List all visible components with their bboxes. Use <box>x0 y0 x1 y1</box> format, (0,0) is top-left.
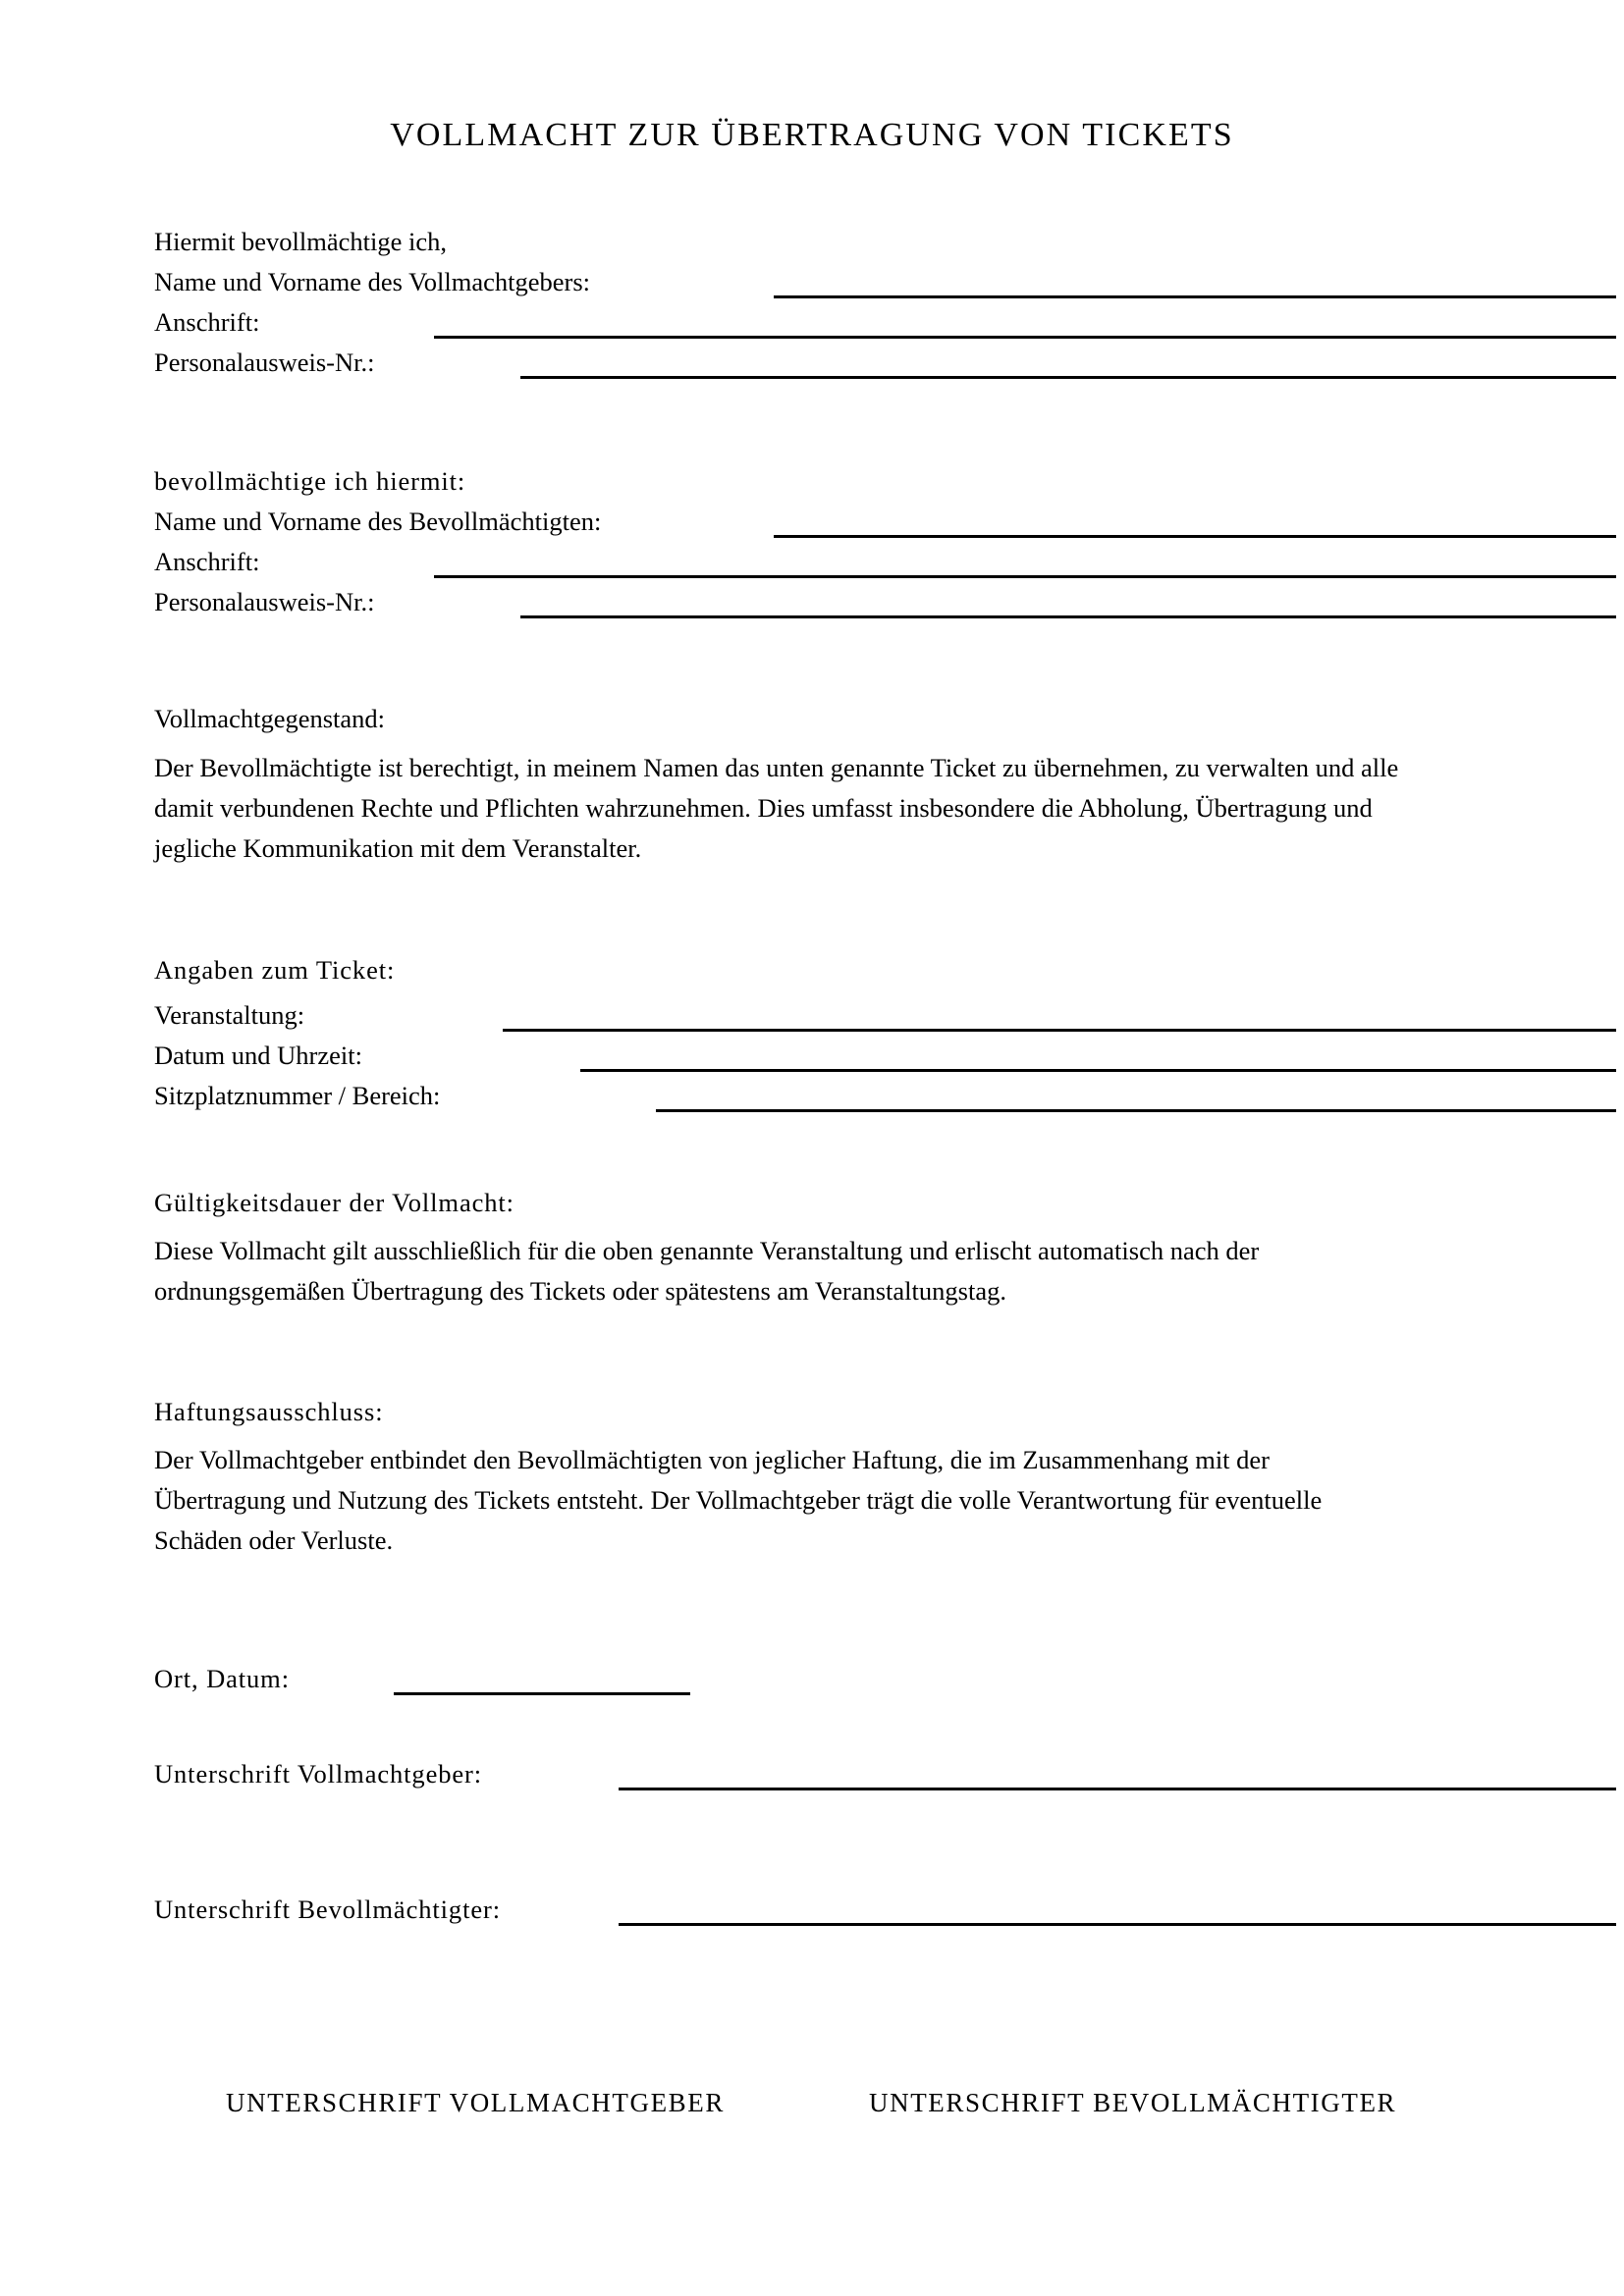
validity-paragraph <box>154 1231 1475 1311</box>
scope-heading: Vollmachtgegenstand: <box>154 704 386 733</box>
field-label-grantor-id: Personalausweis-Nr.: <box>154 347 375 377</box>
field-label-agent-name: Name und Vorname des Bevollmächtigten: <box>154 507 602 536</box>
liability-heading: Haftungsausschluss: <box>154 1397 384 1426</box>
scope-paragraph <box>154 748 1475 869</box>
page-title: VOLLMACHT ZUR ÜBERTRAGUNG VON TICKETS <box>390 117 1234 153</box>
liability-paragraph <box>154 1440 1475 1561</box>
field-rule-place-date[interactable] <box>394 1692 690 1695</box>
field-rule-grantor-name[interactable] <box>774 295 1616 298</box>
validity-heading: Gültigkeitsdauer der Vollmacht: <box>154 1188 514 1217</box>
liability-paragraph-line-2: Übertragung und Nutzung des Tickets entsteht. Der Vollmachtgeber trägt die volle Verantwortung für eventuelle <box>154 1485 1323 1515</box>
field-rule-agent-address[interactable] <box>434 575 1616 578</box>
field-rule-agent-name[interactable] <box>774 535 1616 538</box>
field-rule-grantor-id[interactable] <box>520 376 1616 379</box>
field-label-event: Veranstaltung: <box>154 1000 305 1030</box>
field-rule-signature-agent[interactable] <box>619 1923 1616 1926</box>
footer-caption-agent: UNTERSCHRIFT BEVOLLMÄCHTIGTER <box>869 2088 1397 2117</box>
field-label-grantor-name: Name und Vorname des Vollmachtgebers: <box>154 267 591 296</box>
scope-paragraph-line-1: Der Bevollmächtigte ist berechtigt, in meinem Namen das unten genannte Ticket zu übernehmen, zu verwalten und alle <box>154 753 1399 782</box>
field-label-signature-grantor: Unterschrift Vollmachtgeber: <box>154 1759 483 1789</box>
field-label-date-time: Datum und Uhrzeit: <box>154 1041 362 1070</box>
field-label-agent-id: Personalausweis-Nr.: <box>154 587 375 616</box>
field-rule-date-time[interactable] <box>580 1069 1616 1072</box>
field-rule-agent-id[interactable] <box>520 615 1616 618</box>
footer-caption-grantor: UNTERSCHRIFT VOLLMACHTGEBER <box>226 2088 725 2117</box>
field-label-seat: Sitzplatznummer / Bereich: <box>154 1081 441 1110</box>
validity-paragraph-line-1: Diese Vollmacht gilt ausschließlich für die oben genannte Veranstaltung und erlischt automatisch nach der <box>154 1236 1260 1265</box>
liability-paragraph-line-1: Der Vollmachtgeber entbindet den Bevollmächtigten von jeglicher Haftung, die im Zusammenhang mit der <box>154 1445 1271 1474</box>
ticket-heading: Angaben zum Ticket: <box>154 955 396 985</box>
field-rule-seat[interactable] <box>656 1109 1616 1112</box>
grantor-intro-text: Hiermit bevollmächtige ich, <box>154 227 448 256</box>
field-rule-signature-grantor[interactable] <box>619 1788 1616 1790</box>
field-label-signature-agent: Unterschrift Bevollmächtigter: <box>154 1895 501 1924</box>
field-rule-event[interactable] <box>503 1029 1616 1032</box>
field-label-place-date: Ort, Datum: <box>154 1664 290 1693</box>
validity-paragraph-line-2: ordnungsgemäßen Übertragung des Tickets oder spätestens am Veranstaltungstag. <box>154 1276 1006 1306</box>
scope-paragraph-line-2: damit verbundenen Rechte und Pflichten wahrzunehmen. Dies umfasst insbesondere die Abholung, Übertragung und <box>154 793 1373 823</box>
field-label-grantor-address: Anschrift: <box>154 307 260 337</box>
field-rule-grantor-address[interactable] <box>434 336 1616 339</box>
field-label-agent-address: Anschrift: <box>154 547 260 576</box>
agent-intro-text: bevollmächtige ich hiermit: <box>154 466 466 496</box>
liability-paragraph-line-3: Schäden oder Verluste. <box>154 1525 394 1555</box>
scope-paragraph-line-3: jegliche Kommunikation mit dem Veranstalter. <box>154 833 642 863</box>
